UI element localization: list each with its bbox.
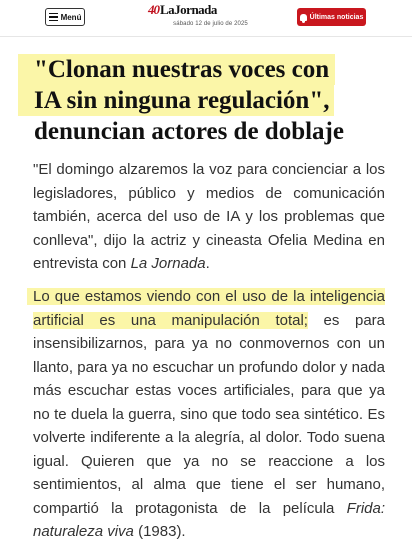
newspaper-name: La Jornada [130, 255, 206, 272]
menu-button-label: Menú [60, 12, 82, 22]
logo-anniversary-badge: 40 [148, 2, 159, 17]
article-paragraph-2 [33, 285, 385, 544]
edition-date: sábado 12 de julio de 2025 [173, 21, 248, 27]
headline-line-3: denuncian actores de doblaje [34, 118, 344, 145]
latest-news-button[interactable] [297, 8, 366, 26]
top-navigation-bar [0, 0, 412, 37]
paragraph-1-end: . [205, 255, 210, 272]
headline-line-2: IA sin ninguna regulación", [18, 85, 334, 116]
paragraph-2-text: es para insensibilizarnos, para ya no conmovernos con un llanto, para ya no escuchar un profundo dolor y nada más escuchar estas voces artificiales, para que ya no te duela la guerra, sino que todo sea sintético. Es volverte indiferente a la alegría, al dolor. Todo suena igual. Quieren que ya no se reaccione a los sentimientos, al alma que tiene el ser humano, compartió la protagonista de la película [33, 311, 386, 517]
paragraph-2-end: (1983). [133, 523, 186, 540]
headline-line-1: "Clonan nuestras voces con [18, 54, 335, 85]
highlighted-quote: Lo que estamos viendo con el uso de la inteligencia artificial es una manipulación total; [33, 288, 385, 329]
site-logo[interactable] [148, 3, 268, 17]
latest-news-label: Últimas noticias [309, 13, 364, 21]
menu-button[interactable] [45, 8, 85, 26]
article-paragraph-1 [33, 158, 385, 276]
hamburger-icon [49, 13, 58, 22]
logo-wordmark: LaJornada [160, 2, 217, 17]
bell-icon [300, 14, 307, 21]
paragraph-1-text: "El domingo alzaremos la voz para concienciar a los legisladores, público y medios de comunicación también, acerca del uso de IA y los problemas que conlleva", dijo la actriz y cineasta Ofelia Medina en entrevista con [33, 161, 385, 272]
film-title: Frida: naturaleza viva [33, 499, 385, 540]
